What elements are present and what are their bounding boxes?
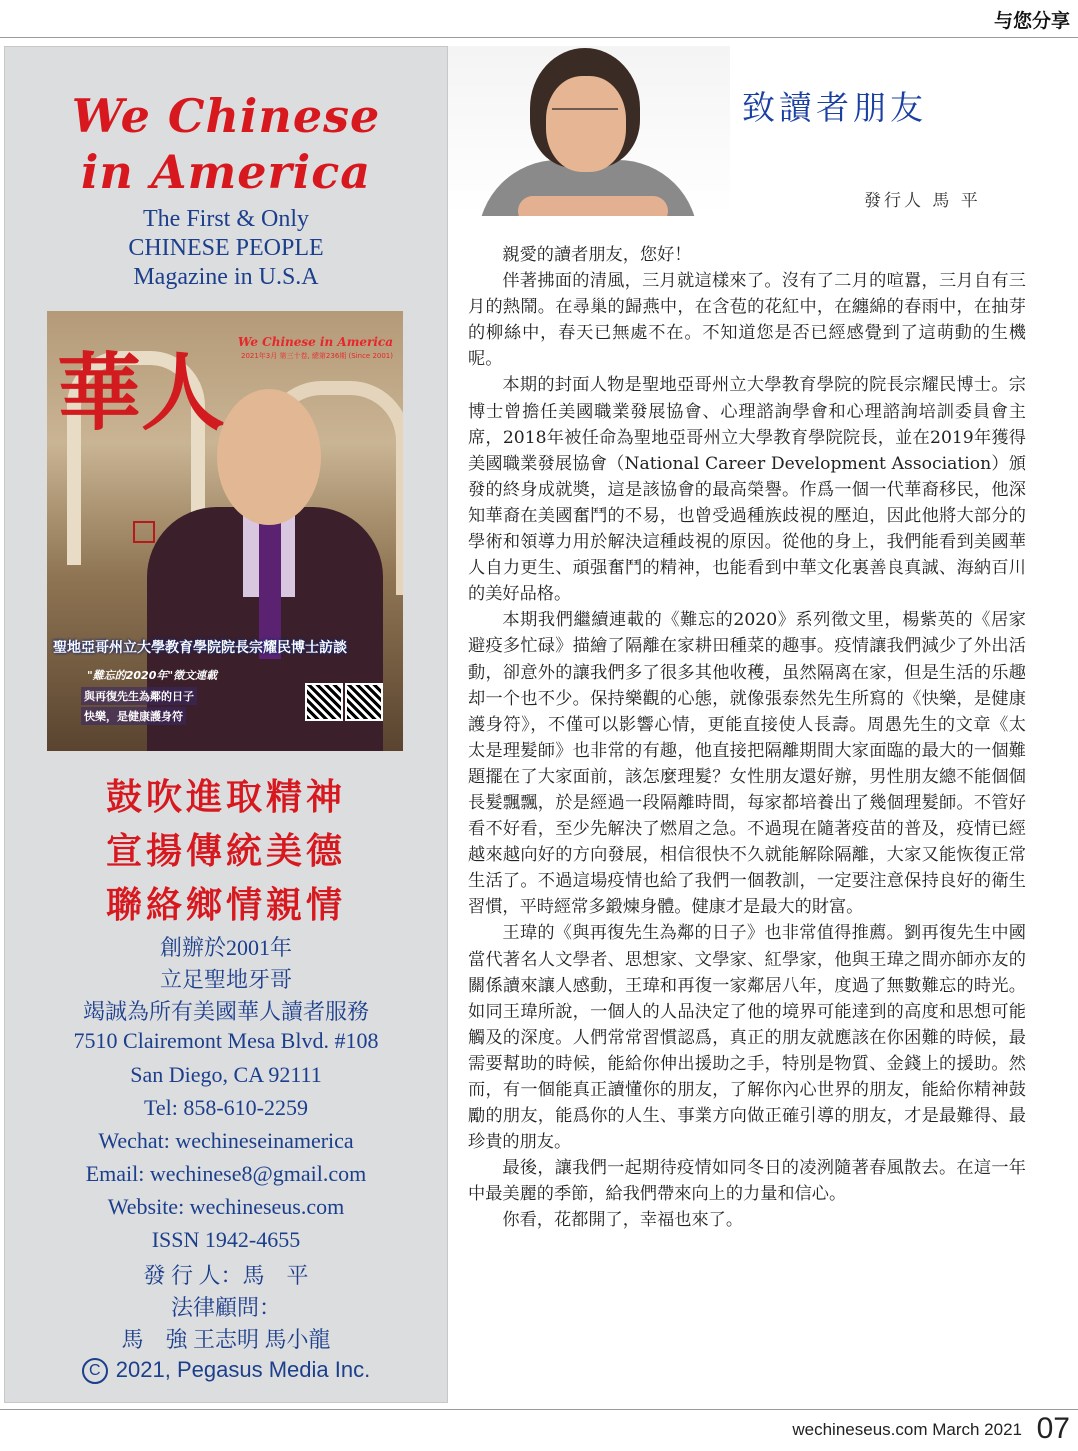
masthead-sidebar [4, 46, 448, 1403]
info-publisher: 發 行 人：馬 平 [143, 1263, 309, 1288]
cover-series: "難忘的2020年"徵文連載 [87, 669, 218, 682]
article-paragraph: 王瑋的《與再復先生為鄰的日子》也非常值得推薦。劉再復先生中國當代著名人文學者、思想家、文學家、紅學家，他與王瑋之間亦師亦友的關係讀來讓人感動，王瑋和再復一家鄰居八年，度過了無數難忘的時光。如同王瑋所說，一個人的人品決定了他的境界可能達到的高度和思想可能觸及的深度。人們常常習慣認爲，真正的朋友就應該在你困難的時候，最需要幫助的時候，能給你伸出援助之手，特別是物質、金錢上的援助。然而，有一個能真正讀懂你的朋友，了解你內心世界的朋友，能給你精神鼓勵的朋友，能爲你的人生、事業方向做正確引導的朋友，才是最難得、最珍貴的朋友。 [468, 923, 1026, 1153]
cover-masthead: 華人 [57, 344, 226, 442]
info-legal-label: 法律顧問： [170, 1295, 281, 1320]
qr-code-icon [345, 683, 383, 721]
info-wechat: Wechat: wechineseinamerica [98, 1128, 354, 1153]
footer-site-date: wechineseus.com March 2021 [792, 1420, 1022, 1439]
info-location: 立足聖地牙哥 [159, 967, 292, 992]
cover-issue: 2021年3月 第三十卷, 總第236期 (Since 2001) [240, 352, 393, 360]
cover-person-head [217, 389, 321, 525]
cover-headline: 聖地亞哥州立大學教育學院院長宗耀民博士訪談 [53, 640, 347, 656]
qr-code-icon [305, 683, 343, 721]
cover-magazine-title: We Chinese in America [237, 335, 393, 349]
article-paragraph: 最後，讓我們一起期待疫情如同冬日的凌洌隨著春風散去。在這一年中最美麗的季節，給我們帶來向上的力量和信心。 [468, 1158, 1026, 1205]
page-number: 07 [1036, 1412, 1070, 1445]
article-byline: 發行人 馬 平 [864, 191, 981, 211]
article-title: 致讀者朋友 [742, 88, 927, 127]
magazine-logo-line2: in America [80, 145, 372, 199]
tagline-line1: The First & Only [143, 206, 309, 232]
section-tag: 与您分享 [993, 10, 1070, 32]
article-paragraph: 你看，花都開了，幸福也來了。 [502, 1210, 744, 1231]
article-paragraph: 伴著拂面的清風，三月就這樣來了。沒有了二月的喧囂，三月自有三月的熱鬧。在尋巢的歸燕中，在含苞的花紅中，在纏綿的春雨中，在抽芽的柳絲中，春天已無處不在。不知道您是否已經感覺到了這萌動的生機呢。 [468, 271, 1026, 370]
info-city: San Diego, CA 92111 [130, 1062, 322, 1087]
bottom-divider [0, 1409, 1078, 1410]
slogan-line3: 聯絡鄉情親情 [105, 884, 346, 926]
info-founded: 創辦於2001年 [159, 935, 292, 960]
copyright-text: 2021, Pegasus Media Inc. [115, 1357, 371, 1382]
photo-hands [518, 196, 668, 216]
article-paragraph: 親愛的讀者朋友，您好！ [502, 245, 692, 265]
copyright-icon: C [82, 1358, 108, 1384]
article-paragraph: 本期我們繼續連載的《難忘的2020》系列徵文里，楊紫英的《居家避疫多忙碌》描繪了隔離在家耕田種菜的趣事。疫情讓我們減少了外出活動，卻意外的讓我們多了很多其他收穫，虽然隔离在家，但是生活的乐趣却一个也不少。保持樂觀的心態，就像張泰然先生所寫的《快樂，是健康護身符》，不僅可以影響心情，更能直接使人長壽。周愚先生的文章《太太是理髮師》也非常的有趣，他直接把隔離期間大家面臨的最大的一個難題擺在了大家面前，該怎麼理髮？女性朋友還好辦，男性朋友總不能個個長髮飄飄，於是經過一段隔離時間，每家都培養出了幾個理髮師。不管好看不好看，至少先解決了燃眉之急。不過現在隨著疫苗的普及，疫情已經越來越向好的方向發展，相信很快不久就能解除隔離，大家又能恢復正常生活了。不過這場疫情也給了我們一個教訓，一定要注意保持良好的衛生習慣，平時經常多鍛煉身體。健康才是最大的財富。 [468, 610, 1026, 918]
tagline-line2: CHINESE PEOPLE [128, 235, 324, 261]
info-mission: 竭誠為所有美國華人讀者服務 [82, 999, 369, 1024]
info-website: Website: wechineseus.com [107, 1194, 345, 1219]
info-issn: ISSN 1942-4655 [151, 1227, 301, 1252]
copyright [5, 1357, 447, 1384]
seal-icon [133, 521, 155, 543]
tagline-line3: Magazine in U.S.A [133, 264, 319, 290]
magazine-logo-line1: We Chinese [71, 89, 381, 143]
article-paragraph: 本期的封面人物是聖地亞哥州立大學教育學院的院長宗耀民博士。宗博士曾擔任美國職業發展協會、心理諮詢學會和心理諮詢培訓委員會主席，2018年被任命為聖地亞哥州立大學教育學院院長，並在2019年獲得美國職業發展協會（National Career Development Association）頒發的終身成就奬，這是該協會的最高榮譽。作爲一個一代華裔移民，他深知華裔在美國奮鬥的不易，也曾受過種族歧視的壓迫，因此他將大部分的學術和領導力用於解決這種歧視的原因。從他的身上，我們能看到美國華人自力更生、頑强奮鬥的精神，也能看到中華文化裏善良真誠、海納百川的美好品格。 [468, 375, 1026, 605]
info-address: 7510 Clairemont Mesa Blvd. #108 [73, 1028, 379, 1053]
cover-image [47, 311, 403, 751]
info-phone: Tel: 858-610-2259 [143, 1095, 309, 1120]
slogan-line2: 宣揚傳統美德 [105, 830, 346, 872]
cover-article: 與再復先生為鄰的日子 [81, 687, 197, 705]
article-body [468, 242, 1026, 1234]
info-email: Email: wechinese8@gmail.com [85, 1161, 367, 1186]
photo-glasses [552, 108, 618, 124]
photo-face [546, 76, 626, 172]
cover-article: 快樂，是健康護身符 [81, 707, 186, 725]
slogan-line1: 鼓吹進取精神 [105, 776, 346, 818]
info-legal-names: 馬 強 王志明 馬小龍 [121, 1327, 331, 1352]
top-divider [0, 37, 1078, 38]
publisher-photo [448, 46, 730, 216]
